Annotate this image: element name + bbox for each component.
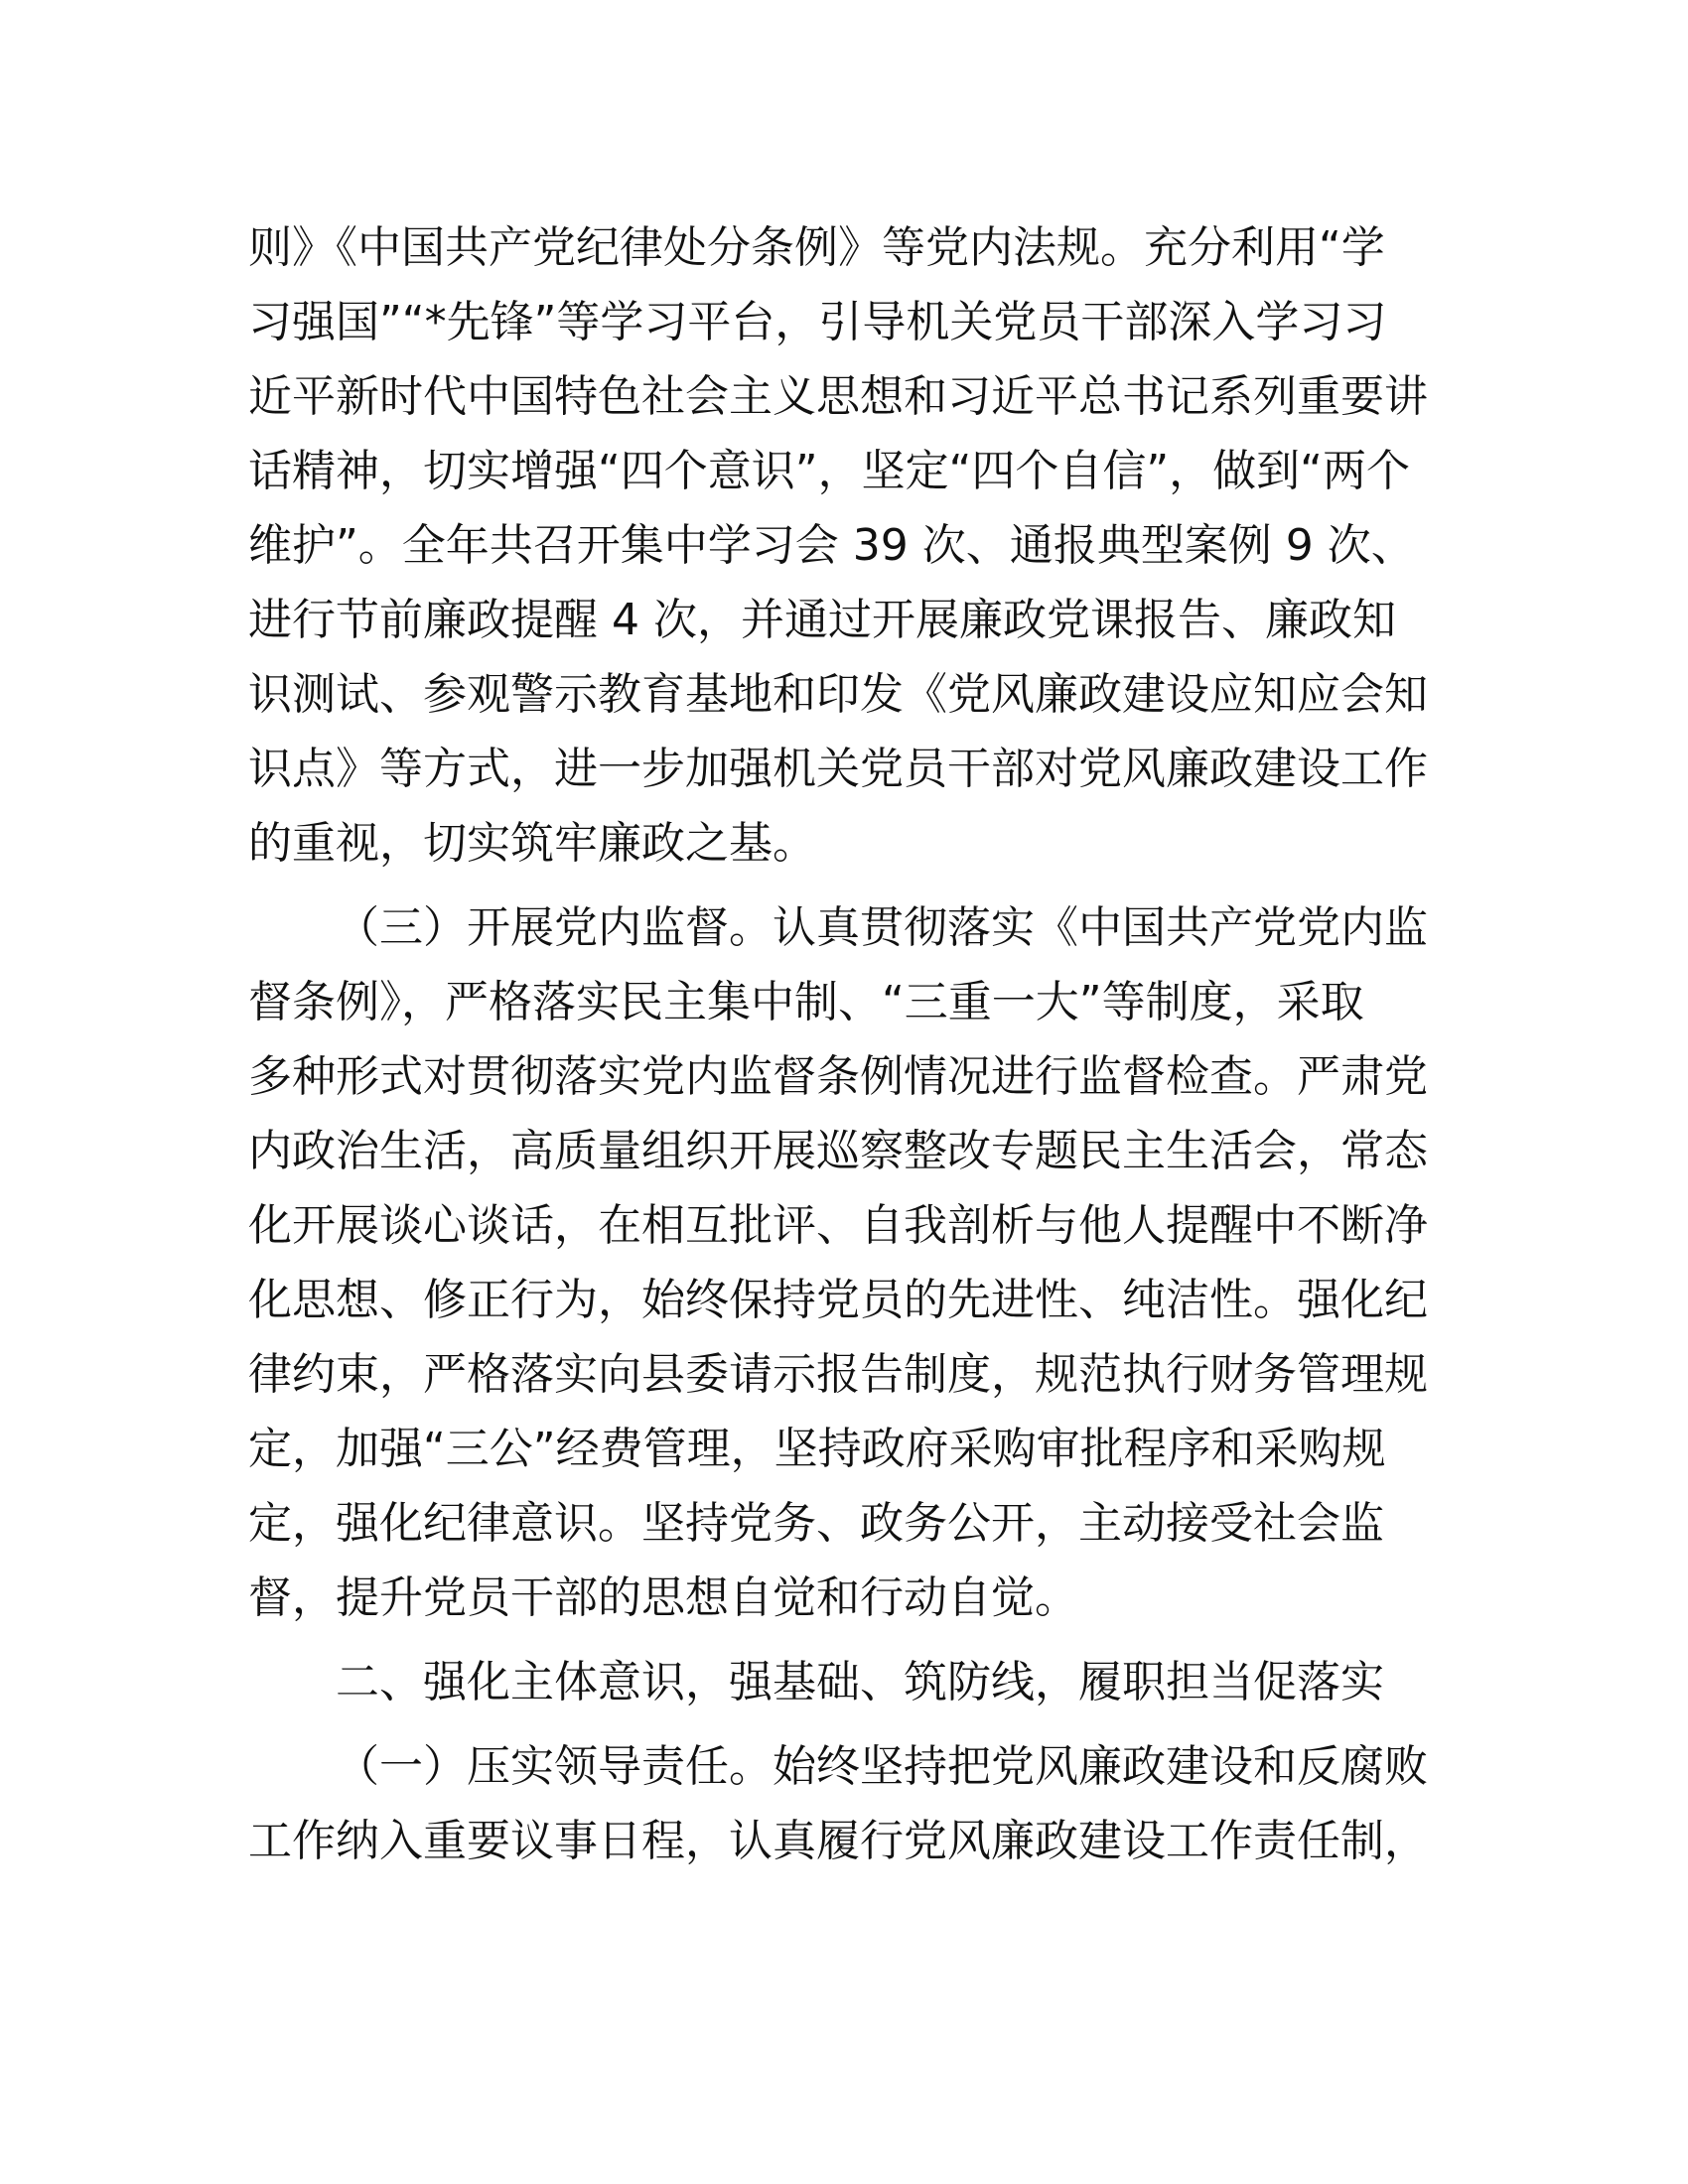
text-line: 内政治生活，高质量组织开展巡察整改专题民主生活会，常态 (248, 1126, 1428, 1176)
paragraph-gap (248, 1635, 1440, 1645)
section-heading (248, 1645, 1440, 1719)
text-line: 督条例》，严格落实民主集中制、“三重一大”等制度，采取 (248, 977, 1364, 1027)
text-line: （一）压实领导责任。始终坚持把党风廉政建设和反腐败 (336, 1741, 1428, 1792)
text-line: 则》《中国共产党纪律处分条例》等党内法规。充分利用“学 (248, 222, 1385, 273)
text-line: 识测试、参观警示教育基地和印发《党风廉政建设应知应会知 (248, 669, 1428, 720)
text-line: （三）开展党内监督。认真贯彻落实《中国共产党党内监 (336, 902, 1428, 953)
text-line: 近平新时代中国特色社会主义思想和习近平总书记系列重要讲 (248, 371, 1428, 422)
paragraph-supervision (248, 890, 1440, 1635)
paragraph-gap (248, 1719, 1440, 1729)
paragraph-responsibility (248, 1729, 1440, 1878)
text-line: 习强国”“*先锋”等学习平台，引导机关党员干部深入学习习 (248, 297, 1387, 347)
text-line: 律约束，严格落实向县委请示报告制度，规范执行财务管理规 (248, 1349, 1428, 1400)
text-line: 的重视，切实筑牢廉政之基。 (248, 818, 816, 869)
heading-line: 二、强化主体意识，强基础、筑防线，履职担当促落实 (336, 1657, 1384, 1707)
text-line: 多种形式对贯彻落实党内监督条例情况进行监督检查。严肃党 (248, 1051, 1428, 1102)
text-line: 化思想、修正行为，始终保持党员的先进性、纯洁性。强化纪 (248, 1275, 1428, 1325)
text-line: 定，加强“三公”经费管理，坚持政府采购审批程序和采购规 (248, 1424, 1386, 1474)
text-line: 化开展谈心谈话，在相互批评、自我剖析与他人提醒中不断净 (248, 1200, 1428, 1251)
paragraph-gap (248, 881, 1440, 890)
text-line: 定，强化纪律意识。坚持党务、政务公开，主动接受社会监 (248, 1498, 1384, 1549)
document-body (248, 210, 1440, 1878)
text-line: 督，提升党员干部的思想自觉和行动自觉。 (248, 1572, 1078, 1623)
text-line: 维护”。全年共召开集中学习会 39 次、通报典型案例 9 次、 (248, 520, 1415, 571)
text-line: 话精神，切实增强“四个意识”，坚定“四个自信”，做到“两个 (248, 446, 1410, 496)
text-line: 进行节前廉政提醒 4 次，并通过开展廉政党课报告、廉政知 (248, 595, 1396, 645)
paragraph-study (248, 210, 1440, 881)
text-line: 工作纳入重要议事日程，认真履行党风廉政建设工作责任制， (248, 1816, 1428, 1866)
text-line: 识点》等方式，进一步加强机关党员干部对党风廉政建设工作 (248, 744, 1428, 794)
